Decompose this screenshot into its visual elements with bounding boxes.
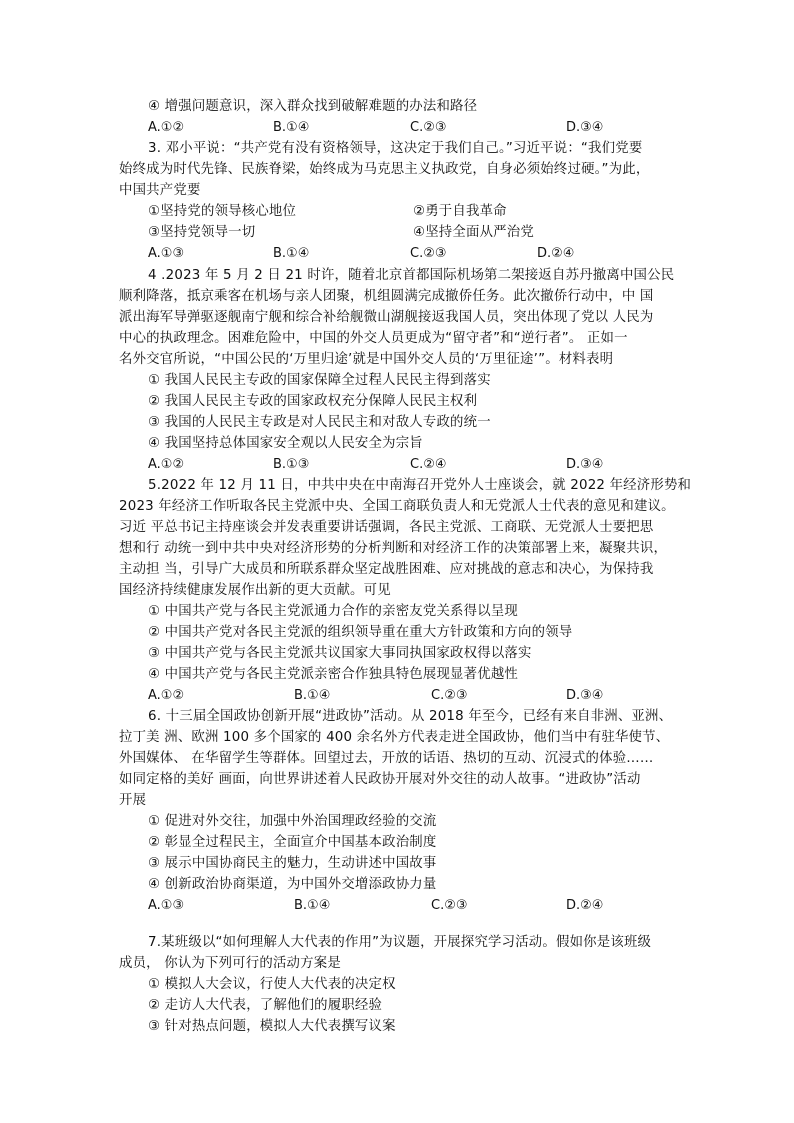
q5-item-2: ② 中国共产党对各民主党派的组织领导重在重大方针政策和方向的领导 (148, 625, 573, 640)
q3-option-d[interactable]: D.②④ (537, 246, 575, 261)
q5-item-3: ③ 中国共产党与各民主党派共议国家大事同执国家政权得以落实 (148, 646, 532, 661)
q6-item-4: ④ 创新政治协商渠道，为中国外交增添政协力量 (148, 877, 437, 892)
q2-option-a[interactable]: A.①② (148, 120, 185, 135)
q6-option-d[interactable]: D.②④ (566, 898, 604, 913)
q5-stem-line-6: 国经济持续健康发展作出新的更大贡献。可见 (119, 583, 391, 598)
q4-stem-line-4: 中心的执政理念。困难危险中，中国的外交人员更成为“留守者”和“逆行者”。 正如一 (119, 331, 628, 346)
q5-option-c[interactable]: C.②③ (431, 688, 468, 703)
q3-option-c[interactable]: C.②③ (410, 246, 447, 261)
q5-option-a[interactable]: A.①② (148, 688, 185, 703)
q3-item-1: ①坚持党的领导核心地位 (148, 204, 297, 219)
q7-item-3: ③ 针对热点问题，模拟人大代表撰写议案 (148, 1019, 396, 1034)
q4-stem-line-2: 顺利降落，抵京乘客在机场与亲人团聚，机组圆满完成撤侨任务。此次撤侨行动中，中 国 (119, 289, 654, 304)
q6-option-a[interactable]: A.①③ (148, 898, 185, 913)
q3-stem-line-1: 3. 邓小平说：“共产党有没有资格领导，这决定于我们自己。”习近平说：“我们党要 (148, 141, 643, 156)
q4-item-2: ② 我国人民民主专政的国家政权充分保障人民民主权利 (148, 394, 478, 409)
q6-stem-line-2: 拉丁美 洲、欧洲 100 多个国家的 400 余名外方代表走进全国政协，他们当中有驻华使节、 (119, 730, 670, 745)
q2-option-b[interactable]: B.①④ (273, 120, 310, 135)
q7-item-2: ② 走访人大代表，了解他们的履职经验 (148, 998, 383, 1013)
q7-item-1: ① 模拟人大会议，行使人大代表的决定权 (148, 977, 396, 992)
q6-item-3: ③ 展示中国协商民主的魅力，生动讲述中国故事 (148, 856, 437, 871)
q5-stem-line-5: 主动担 当，引导广大成员和所联系群众坚定战胜困难、应对挑战的意志和决心，为保持我 (119, 562, 654, 577)
q6-item-2: ② 彰显全过程民主，全面宣介中国基本政治制度 (148, 835, 437, 850)
q4-option-d[interactable]: D.③④ (566, 457, 604, 472)
q3-stem-line-2: 始终成为时代先锋、民族脊梁，始终成为马克思主义执政党，自身必须始终过硬。”为此， (119, 162, 650, 177)
q4-stem-line-5: 名外交官所说，“中国公民的‘万里归途’就是中国外交人员的‘万里征途’”。材料表明 (119, 352, 614, 367)
q5-option-d[interactable]: D.③④ (566, 688, 604, 703)
q4-item-1: ① 我国人民民主专政的国家保障全过程人民民主得到落实 (148, 373, 491, 388)
q3-option-b[interactable]: B.①④ (273, 246, 310, 261)
q6-stem-line-4: 如同定格的美好 画面，向世界讲述着人民政协开展对外交往的动人故事。“进政协”活动 (119, 772, 641, 787)
q4-option-a[interactable]: A.①② (148, 457, 185, 472)
q5-item-4: ④ 中国共产党与各民主党派亲密合作独具特色展现显著优越性 (148, 667, 519, 682)
q4-item-4: ④ 我国坚持总体国家安全观以人民安全为宗旨 (148, 436, 423, 451)
q5-option-b[interactable]: B.①④ (294, 688, 331, 703)
q6-stem-line-3: 外国媒体、 在华留学生等群体。回望过去，开放的话语、热切的互动、沉浸式的体验…… (119, 751, 654, 766)
q3-item-3: ③坚持党领导一切 (148, 225, 256, 240)
q4-stem-line-1: 4 .2023 年 5 月 2 日 21 时许，随着北京首都国际机场第二架接返自苏丹撤离中国公民 (148, 268, 675, 283)
q7-stem-line-1: 7.某班级以“如何理解人大代表的作用”为议题，开展探究学习活动。假如你是该班级 (148, 935, 652, 950)
q5-item-1: ① 中国共产党与各民主党派通力合作的亲密友党关系得以呈现 (148, 604, 519, 619)
q6-stem-line-5: 开展 (119, 793, 147, 808)
q5-stem-line-4: 想和行 动统一到中共中央对经济形势的分析判断和对经济工作的决策部署上来，凝聚共识， (119, 541, 668, 556)
q5-stem-line-2: 2023 年经济工作听取各民主党派中央、全国工商联负责人和无党派人士代表的意见和建议。 (119, 499, 675, 514)
q4-option-c[interactable]: C.②④ (410, 457, 447, 472)
q6-stem-line-1: 6. 十三届全国政协创新开展“进政协”活动。从 2018 年至今，已经有来自非洲、亚洲、 (148, 709, 673, 724)
q6-item-1: ① 促进对外交往，加强中外治国理政经验的交流 (148, 814, 437, 829)
q5-stem-line-3: 习近 平总书记主持座谈会并发表重要讲话强调，各民主党派、工商联、无党派人士要把思 (119, 520, 654, 535)
q2-item-4: ④ 增强问题意识，深入群众找到破解难题的办法和路径 (148, 99, 478, 114)
q3-stem-line-3: 中国共产党要 (119, 183, 201, 198)
q3-item-2: ②勇于自我革命 (413, 204, 507, 219)
q4-stem-line-3: 派出海军导弹驱逐舰南宁舰和综合补给舰微山湖舰接返我国人员，突出体现了党以 人民为 (119, 310, 654, 325)
q3-option-a[interactable]: A.①③ (148, 246, 185, 261)
q7-stem-line-2: 成员， 你认为下列可行的活动方案是 (119, 956, 341, 971)
q2-option-d[interactable]: D.③④ (566, 120, 604, 135)
q2-option-c[interactable]: C.②③ (410, 120, 447, 135)
q6-option-b[interactable]: B.①④ (294, 898, 331, 913)
q4-option-b[interactable]: B.①③ (273, 457, 310, 472)
q4-item-3: ③ 我国的人民民主专政是对人民民主和对敌人专政的统一 (148, 415, 491, 430)
q6-option-c[interactable]: C.②③ (431, 898, 468, 913)
q3-item-4: ④坚持全面从严治党 (413, 225, 534, 240)
q5-stem-line-1: 5.2022 年 12 月 11 日，中共中央在中南海召开党外人士座谈会，就 2022 年经济形势和 (148, 478, 692, 493)
